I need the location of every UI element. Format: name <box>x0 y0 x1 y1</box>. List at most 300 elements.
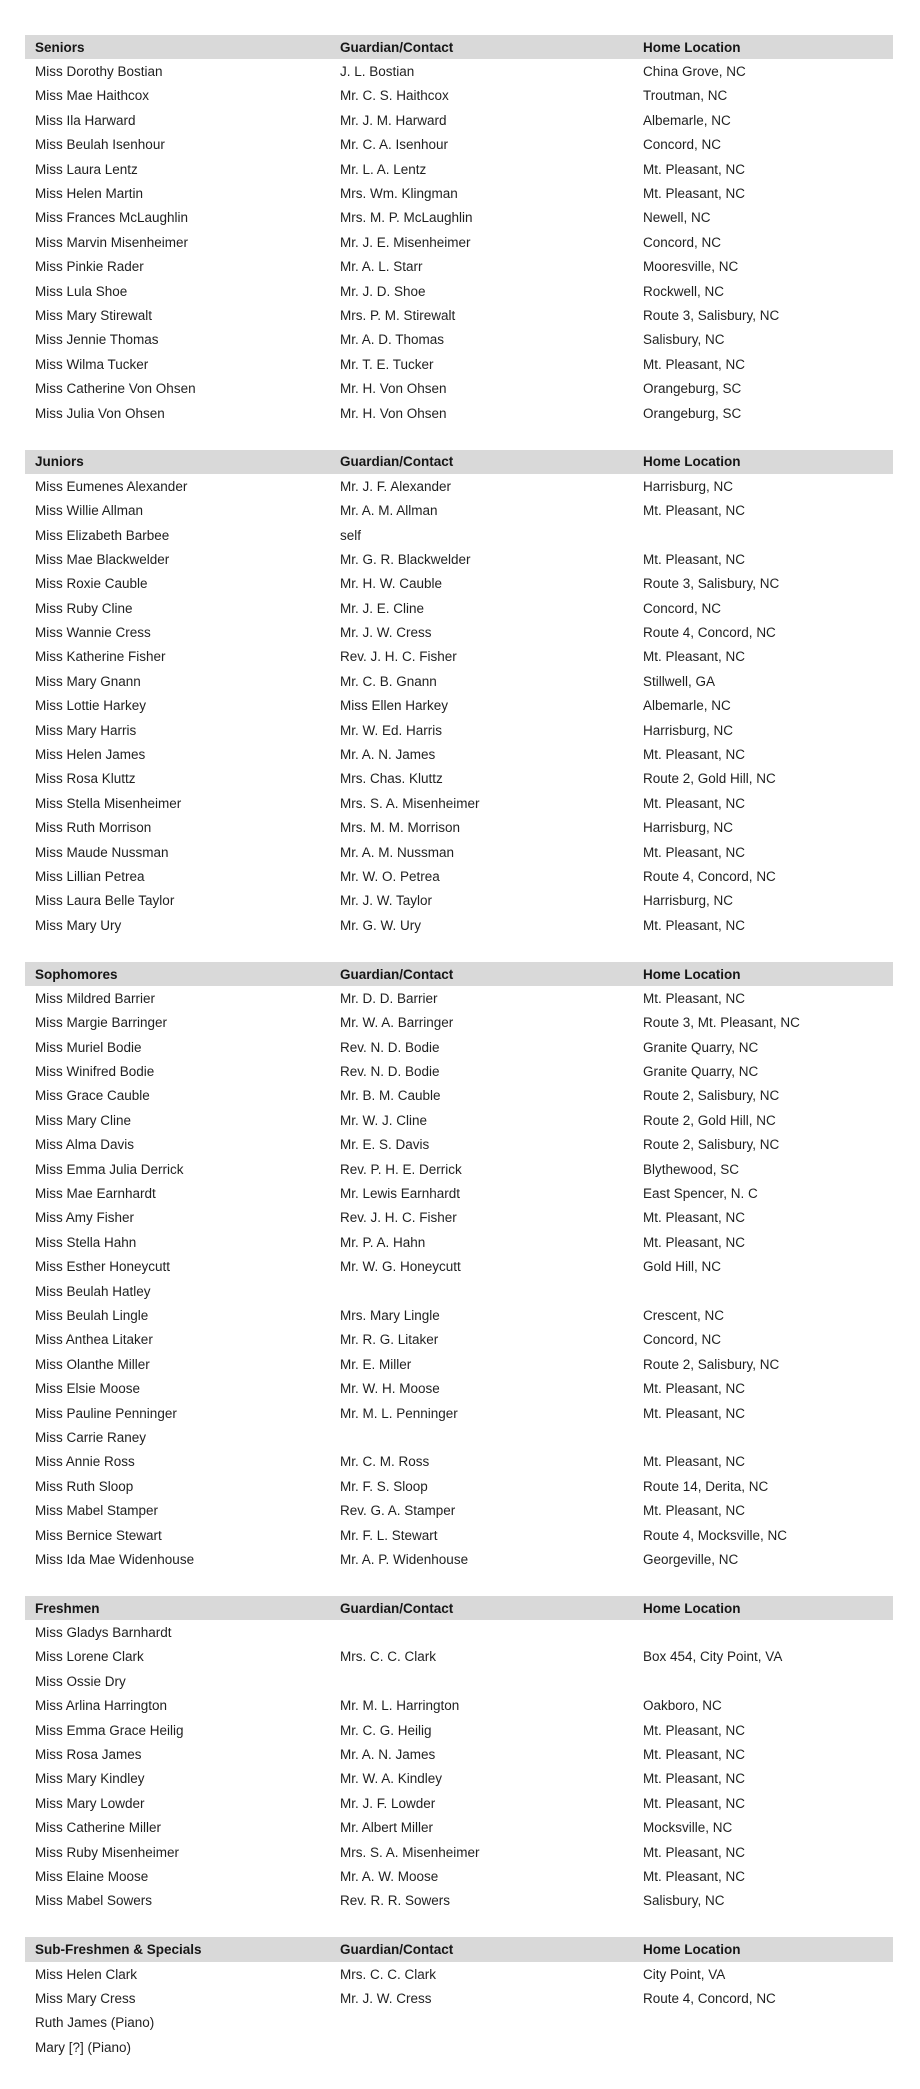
guardian-cell: Mrs. M. P. McLaughlin <box>340 210 473 226</box>
student-name-cell: Miss Bernice Stewart <box>35 1527 162 1543</box>
home-location-cell: Granite Quarry, NC <box>643 1039 759 1055</box>
student-name-cell: Miss Grace Cauble <box>35 1088 150 1104</box>
table-row <box>25 1206 893 1230</box>
student-name-cell: Miss Mary Cline <box>35 1112 132 1128</box>
student-name-cell: Miss Lorene Clark <box>35 1649 144 1665</box>
table-row <box>25 1669 893 1693</box>
table-row <box>25 1376 893 1400</box>
table-row <box>25 1255 893 1279</box>
home-location-cell: Route 2, Salisbury, NC <box>643 1356 780 1372</box>
student-name-cell: Miss Maude Nussman <box>35 844 169 860</box>
table-row <box>25 2011 893 2035</box>
student-name-cell: Miss Lottie Harkey <box>35 698 147 714</box>
home-location-cell: Mt. Pleasant, NC <box>643 1868 746 1884</box>
student-name-cell: Miss Laura Belle Taylor <box>35 893 175 909</box>
student-name-cell: Miss Emma Grace Heilig <box>35 1722 184 1738</box>
student-name-cell: Miss Mae Blackwelder <box>35 551 170 567</box>
guardian-cell: Mr. F. S. Sloop <box>340 1478 428 1494</box>
home-location-cell: Mt. Pleasant, NC <box>643 1722 746 1738</box>
table-row <box>25 669 893 693</box>
table-row <box>25 1474 893 1498</box>
guardian-cell: Mr. J. D. Shoe <box>340 283 426 299</box>
student-name-cell: Miss Catherine Miller <box>35 1820 162 1836</box>
home-location-cell: Orangeburg, SC <box>643 405 742 421</box>
guardian-cell: Mr. L. A. Lentz <box>340 161 427 177</box>
home-location-column-header: Home Location <box>643 1942 741 1958</box>
home-location-cell: Route 3, Salisbury, NC <box>643 576 780 592</box>
section-title: Sub-Freshmen & Specials <box>35 1942 202 1958</box>
home-location-cell: Harrisburg, NC <box>643 820 734 836</box>
class-section <box>25 1596 893 1913</box>
student-name-cell: Miss Ruby Misenheimer <box>35 1844 180 1860</box>
student-name-cell: Miss Anthea Litaker <box>35 1332 153 1348</box>
student-name-cell: Miss Pauline Penninger <box>35 1405 177 1421</box>
student-name-cell: Miss Frances McLaughlin <box>35 210 189 226</box>
table-row <box>25 157 893 181</box>
student-name-cell: Miss Mabel Stamper <box>35 1503 159 1519</box>
home-location-cell: City Point, VA <box>643 1966 726 1982</box>
student-name-cell: Miss Roxie Cauble <box>35 576 148 592</box>
section-header <box>25 450 893 474</box>
home-location-cell: Mt. Pleasant, NC <box>643 795 746 811</box>
home-location-cell: Mooresville, NC <box>643 259 739 275</box>
home-location-cell: Mt. Pleasant, NC <box>643 844 746 860</box>
table-row <box>25 620 893 644</box>
guardian-column-header: Guardian/Contact <box>340 39 454 55</box>
home-location-cell: Mt. Pleasant, NC <box>643 186 746 202</box>
student-name-cell: Miss Beulah Isenhour <box>35 137 165 153</box>
guardian-cell: Mr. R. G. Litaker <box>340 1332 439 1348</box>
student-name-cell: Mary [?] (Piano) <box>35 2039 132 2055</box>
table-row <box>25 840 893 864</box>
table-row <box>25 1303 893 1327</box>
home-location-cell: Oakboro, NC <box>643 1698 722 1714</box>
student-name-cell: Miss Helen Martin <box>35 186 144 202</box>
student-name-cell: Miss Eumenes Alexander <box>35 478 188 494</box>
guardian-cell: Mr. M. L. Penninger <box>340 1405 458 1421</box>
table-row <box>25 913 893 937</box>
student-name-cell: Miss Alma Davis <box>35 1137 135 1153</box>
table-row <box>25 1962 893 1986</box>
home-location-cell: Albemarle, NC <box>643 698 731 714</box>
guardian-cell: Mr. W. O. Petrea <box>340 868 440 884</box>
student-name-cell: Miss Gladys Barnhardt <box>35 1625 172 1641</box>
student-name-cell: Miss Catherine Von Ohsen <box>35 381 196 397</box>
section-rows <box>25 474 893 937</box>
home-location-cell: Mt. Pleasant, NC <box>643 161 746 177</box>
student-name-cell: Miss Ila Harward <box>35 112 136 128</box>
table-row <box>25 498 893 522</box>
home-location-cell: Route 2, Gold Hill, NC <box>643 771 776 787</box>
table-row <box>25 986 893 1010</box>
guardian-cell: Mr. W. Ed. Harris <box>340 722 443 738</box>
table-row <box>25 523 893 547</box>
home-location-column-header: Home Location <box>643 1600 741 1616</box>
guardian-cell: J. L. Bostian <box>340 64 415 80</box>
table-row <box>25 59 893 83</box>
home-location-cell: Salisbury, NC <box>643 332 725 348</box>
home-location-cell: Mt. Pleasant, NC <box>643 1747 746 1763</box>
guardian-cell: Mr. C. B. Gnann <box>340 673 437 689</box>
guardian-cell: Mr. A. M. Nussman <box>340 844 455 860</box>
guardian-cell: Mr. G. R. Blackwelder <box>340 551 471 567</box>
table-row <box>25 1230 893 1254</box>
student-name-cell: Miss Mary Gnann <box>35 673 141 689</box>
guardian-cell: Mrs. Chas. Kluttz <box>340 771 443 787</box>
home-location-cell: Mt. Pleasant, NC <box>643 1381 746 1397</box>
guardian-cell: Mrs. S. A. Misenheimer <box>340 1844 480 1860</box>
guardian-cell: Mr. A. M. Allman <box>340 503 438 519</box>
guardian-cell: Mr. D. D. Barrier <box>340 990 438 1006</box>
table-row <box>25 694 893 718</box>
table-row <box>25 181 893 205</box>
table-row <box>25 1059 893 1083</box>
guardian-cell: Mr. W. G. Honeycutt <box>340 1259 461 1275</box>
table-row <box>25 1547 893 1571</box>
table-row <box>25 1864 893 1888</box>
table-row <box>25 1108 893 1132</box>
home-location-cell: Mt. Pleasant, NC <box>643 1795 746 1811</box>
table-row <box>25 791 893 815</box>
table-row <box>25 108 893 132</box>
home-location-cell: Mt. Pleasant, NC <box>643 1210 746 1226</box>
student-name-cell: Miss Mary Kindley <box>35 1771 145 1787</box>
table-row <box>25 1645 893 1669</box>
table-row <box>25 1279 893 1303</box>
table-row <box>25 547 893 571</box>
table-row <box>25 1694 893 1718</box>
table-row <box>25 1718 893 1742</box>
guardian-cell: Mr. A. N. James <box>340 1747 436 1763</box>
class-section <box>25 35 893 425</box>
guardian-cell: Mr. A. N. James <box>340 747 436 763</box>
student-name-cell: Miss Rosa Kluttz <box>35 771 136 787</box>
guardian-cell: Mr. Albert Miller <box>340 1820 434 1836</box>
student-name-cell: Miss Muriel Bodie <box>35 1039 142 1055</box>
home-location-cell: Mt. Pleasant, NC <box>643 1503 746 1519</box>
table-row <box>25 645 893 669</box>
home-location-column-header: Home Location <box>643 454 741 470</box>
table-row <box>25 1767 893 1791</box>
table-row <box>25 1742 893 1766</box>
home-location-cell: Concord, NC <box>643 600 722 616</box>
guardian-cell: Mrs. S. A. Misenheimer <box>340 795 480 811</box>
guardian-cell: Mr. W. A. Barringer <box>340 1015 454 1031</box>
roster-document <box>25 35 893 2084</box>
guardian-cell: Mr. J. M. Harward <box>340 112 447 128</box>
table-row <box>25 1986 893 2010</box>
guardian-column-header: Guardian/Contact <box>340 1942 454 1958</box>
table-row <box>25 596 893 620</box>
home-location-cell: Mt. Pleasant, NC <box>643 747 746 763</box>
table-row <box>25 376 893 400</box>
section-rows <box>25 1620 893 1913</box>
section-title: Sophomores <box>35 966 118 982</box>
guardian-cell: Mr. P. A. Hahn <box>340 1234 426 1250</box>
table-row <box>25 1450 893 1474</box>
home-location-cell: Mt. Pleasant, NC <box>643 917 746 933</box>
home-location-cell: Albemarle, NC <box>643 112 731 128</box>
home-location-cell: Mt. Pleasant, NC <box>643 1771 746 1787</box>
table-row <box>25 767 893 791</box>
student-name-cell: Miss Rosa James <box>35 1747 142 1763</box>
home-location-cell: Mt. Pleasant, NC <box>643 1454 746 1470</box>
table-row <box>25 1498 893 1522</box>
class-section <box>25 450 893 938</box>
student-name-cell: Miss Laura Lentz <box>35 161 138 177</box>
student-name-cell: Miss Amy Fisher <box>35 1210 135 1226</box>
table-row <box>25 1791 893 1815</box>
home-location-cell: Mt. Pleasant, NC <box>643 551 746 567</box>
table-row <box>25 133 893 157</box>
guardian-cell: self <box>340 527 362 543</box>
guardian-cell: Mr. H. Von Ohsen <box>340 381 447 397</box>
table-row <box>25 889 893 913</box>
guardian-cell: Mrs. C. C. Clark <box>340 1966 436 1982</box>
home-location-cell: Concord, NC <box>643 1332 722 1348</box>
table-row <box>25 1401 893 1425</box>
student-name-cell: Miss Helen James <box>35 747 146 763</box>
student-name-cell: Miss Wannie Cress <box>35 625 151 641</box>
guardian-cell: Mrs. Mary Lingle <box>340 1308 440 1323</box>
home-location-cell: Route 3, Salisbury, NC <box>643 307 780 323</box>
table-row <box>25 1181 893 1205</box>
guardian-cell: Mrs. M. M. Morrison <box>340 820 460 836</box>
home-location-cell: Mt. Pleasant, NC <box>643 990 746 1006</box>
home-location-cell: Concord, NC <box>643 234 722 250</box>
home-location-cell: Salisbury, NC <box>643 1893 725 1909</box>
student-name-cell: Miss Margie Barringer <box>35 1015 168 1031</box>
guardian-cell: Mr. Lewis Earnhardt <box>340 1186 461 1202</box>
section-header <box>25 1596 893 1620</box>
student-name-cell: Miss Julia Von Ohsen <box>35 405 165 421</box>
home-location-cell: Concord, NC <box>643 137 722 153</box>
table-row <box>25 303 893 327</box>
home-location-cell: Georgeville, NC <box>643 1551 739 1567</box>
guardian-cell: Rev. J. H. C. Fisher <box>340 649 457 665</box>
student-name-cell: Miss Beulah Lingle <box>35 1308 149 1323</box>
home-location-cell: Route 14, Derita, NC <box>643 1478 769 1494</box>
student-name-cell: Miss Helen Clark <box>35 1966 138 1982</box>
guardian-cell: Mr. C. S. Haithcox <box>340 88 449 104</box>
guardian-cell: Rev. R. R. Sowers <box>340 1893 451 1909</box>
table-row <box>25 328 893 352</box>
student-name-cell: Miss Elaine Moose <box>35 1868 149 1884</box>
guardian-column-header: Guardian/Contact <box>340 966 454 982</box>
student-name-cell: Ruth James (Piano) <box>35 2015 155 2031</box>
guardian-cell: Mr. J. E. Cline <box>340 600 425 616</box>
table-row <box>25 279 893 303</box>
section-rows <box>25 986 893 1571</box>
home-location-cell: Mt. Pleasant, NC <box>643 503 746 519</box>
table-row <box>25 1816 893 1840</box>
guardian-cell: Mr. H. W. Cauble <box>340 576 443 592</box>
home-location-cell: Mt. Pleasant, NC <box>643 1844 746 1860</box>
guardian-cell: Mr. M. L. Harrington <box>340 1698 460 1714</box>
student-name-cell: Miss Ida Mae Widenhouse <box>35 1551 195 1567</box>
home-location-cell: Rockwell, NC <box>643 283 725 299</box>
table-row <box>25 352 893 376</box>
student-name-cell: Miss Mabel Sowers <box>35 1893 153 1909</box>
home-location-cell: Mt. Pleasant, NC <box>643 1405 746 1421</box>
home-location-cell: China Grove, NC <box>643 64 746 80</box>
student-name-cell: Miss Ruth Morrison <box>35 820 152 836</box>
home-location-cell: Newell, NC <box>643 210 711 226</box>
guardian-cell: Mr. C. G. Heilig <box>340 1722 432 1738</box>
section-header <box>25 35 893 59</box>
guardian-cell: Mr. H. Von Ohsen <box>340 405 447 421</box>
table-row <box>25 1157 893 1181</box>
home-location-cell: Crescent, NC <box>643 1308 725 1323</box>
student-name-cell: Miss Katherine Fisher <box>35 649 166 665</box>
table-row <box>25 1523 893 1547</box>
home-location-column-header: Home Location <box>643 39 741 55</box>
table-row <box>25 230 893 254</box>
table-row <box>25 816 893 840</box>
section-title: Freshmen <box>35 1600 100 1616</box>
student-name-cell: Miss Marvin Misenheimer <box>35 234 189 250</box>
home-location-cell: Route 4, Concord, NC <box>643 1990 776 2006</box>
guardian-cell: Mr. T. E. Tucker <box>340 356 434 372</box>
table-row <box>25 1425 893 1449</box>
guardian-cell: Mr. J. W. Taylor <box>340 893 433 909</box>
section-title: Seniors <box>35 39 85 55</box>
student-name-cell: Miss Olanthe Miller <box>35 1356 150 1372</box>
student-name-cell: Miss Elizabeth Barbee <box>35 527 170 543</box>
guardian-cell: Mr. A. D. Thomas <box>340 332 445 348</box>
student-name-cell: Miss Beulah Hatley <box>35 1283 151 1299</box>
class-section <box>25 1937 893 2059</box>
table-row <box>25 401 893 425</box>
guardian-cell: Mr. J. F. Lowder <box>340 1795 436 1811</box>
guardian-cell: Mr. J. W. Cress <box>340 625 432 641</box>
guardian-cell: Mr. W. J. Cline <box>340 1112 428 1128</box>
student-name-cell: Miss Lula Shoe <box>35 283 128 299</box>
guardian-cell: Mr. C. M. Ross <box>340 1454 430 1470</box>
home-location-cell: East Spencer, N. C <box>643 1186 758 1202</box>
section-header <box>25 1937 893 1961</box>
student-name-cell: Miss Emma Julia Derrick <box>35 1161 184 1177</box>
guardian-cell: Mr. W. A. Kindley <box>340 1771 443 1787</box>
home-location-cell: Route 4, Mocksville, NC <box>643 1527 788 1543</box>
home-location-cell: Gold Hill, NC <box>643 1259 722 1275</box>
home-location-cell: Granite Quarry, NC <box>643 1064 759 1080</box>
table-row <box>25 1133 893 1157</box>
student-name-cell: Miss Carrie Raney <box>35 1429 147 1445</box>
table-row <box>25 1035 893 1059</box>
home-location-cell: Mocksville, NC <box>643 1820 733 1836</box>
student-name-cell: Miss Wilma Tucker <box>35 356 149 372</box>
guardian-cell: Rev. N. D. Bodie <box>340 1064 440 1080</box>
table-row <box>25 1084 893 1108</box>
home-location-cell: Orangeburg, SC <box>643 381 742 397</box>
guardian-cell: Mr. W. H. Moose <box>340 1381 440 1397</box>
guardian-cell: Rev. J. H. C. Fisher <box>340 1210 457 1226</box>
student-name-cell: Miss Mary Ury <box>35 917 122 933</box>
guardian-cell: Mr. J. W. Cress <box>340 1990 432 2006</box>
student-name-cell: Miss Willie Allman <box>35 503 144 519</box>
section-rows <box>25 1962 893 2060</box>
guardian-cell: Mrs. C. C. Clark <box>340 1649 436 1665</box>
home-location-cell: Harrisburg, NC <box>643 722 734 738</box>
guardian-cell: Rev. N. D. Bodie <box>340 1039 440 1055</box>
student-name-cell: Miss Mae Earnhardt <box>35 1186 156 1202</box>
student-name-cell: Miss Mary Cress <box>35 1990 136 2006</box>
student-name-cell: Miss Winifred Bodie <box>35 1064 155 1080</box>
table-row <box>25 1352 893 1376</box>
home-location-cell: Harrisburg, NC <box>643 893 734 909</box>
guardian-cell: Mr. A. L. Starr <box>340 259 423 275</box>
table-row <box>25 206 893 230</box>
guardian-cell: Mr. G. W. Ury <box>340 917 421 933</box>
student-name-cell: Miss Mary Lowder <box>35 1795 145 1811</box>
guardian-cell: Mr. J. E. Misenheimer <box>340 234 471 250</box>
table-row <box>25 1328 893 1352</box>
student-name-cell: Miss Mae Haithcox <box>35 88 150 104</box>
table-row <box>25 864 893 888</box>
guardian-cell: Mr. E. Miller <box>340 1356 412 1372</box>
section-rows <box>25 59 893 425</box>
table-row <box>25 255 893 279</box>
table-row <box>25 84 893 108</box>
student-name-cell: Miss Annie Ross <box>35 1454 135 1470</box>
table-row <box>25 474 893 498</box>
home-location-cell: Box 454, City Point, VA <box>643 1649 783 1665</box>
home-location-cell: Route 4, Concord, NC <box>643 625 776 641</box>
home-location-cell: Route 2, Salisbury, NC <box>643 1088 780 1104</box>
student-name-cell: Miss Elsie Moose <box>35 1381 141 1397</box>
guardian-cell: Miss Ellen Harkey <box>340 698 449 714</box>
guardian-cell: Mr. A. P. Widenhouse <box>340 1551 469 1567</box>
table-row <box>25 1889 893 1913</box>
guardian-cell: Mr. E. S. Davis <box>340 1137 430 1153</box>
student-name-cell: Miss Dorothy Bostian <box>35 64 163 80</box>
guardian-column-header: Guardian/Contact <box>340 454 454 470</box>
guardian-cell: Mr. C. A. Isenhour <box>340 137 449 153</box>
student-name-cell: Miss Jennie Thomas <box>35 332 159 348</box>
student-name-cell: Miss Stella Hahn <box>35 1234 137 1250</box>
student-name-cell: Miss Ossie Dry <box>35 1673 126 1689</box>
home-location-cell: Route 3, Mt. Pleasant, NC <box>643 1015 800 1031</box>
table-row <box>25 742 893 766</box>
home-location-cell: Mt. Pleasant, NC <box>643 356 746 372</box>
guardian-cell: Mr. B. M. Cauble <box>340 1088 441 1104</box>
home-location-cell: Mt. Pleasant, NC <box>643 1234 746 1250</box>
student-name-cell: Miss Stella Misenheimer <box>35 795 182 811</box>
guardian-cell: Mr. F. L. Stewart <box>340 1527 438 1543</box>
guardian-cell: Mrs. P. M. Stirewalt <box>340 307 456 323</box>
table-row <box>25 1011 893 1035</box>
home-location-cell: Route 2, Salisbury, NC <box>643 1137 780 1153</box>
student-name-cell: Miss Esther Honeycutt <box>35 1259 171 1275</box>
student-name-cell: Miss Arlina Harrington <box>35 1698 168 1714</box>
home-location-cell: Troutman, NC <box>643 88 728 104</box>
home-location-cell: Blythewood, SC <box>643 1161 740 1177</box>
student-name-cell: Miss Mary Stirewalt <box>35 307 153 323</box>
section-title: Juniors <box>35 454 84 470</box>
home-location-cell: Harrisburg, NC <box>643 478 734 494</box>
home-location-cell: Stillwell, GA <box>643 673 716 689</box>
section-header <box>25 962 893 986</box>
home-location-column-header: Home Location <box>643 966 741 982</box>
student-name-cell: Miss Ruth Sloop <box>35 1478 134 1494</box>
table-row <box>25 572 893 596</box>
guardian-cell: Rev. G. A. Stamper <box>340 1503 456 1519</box>
home-location-cell: Route 2, Gold Hill, NC <box>643 1112 776 1128</box>
student-name-cell: Miss Mildred Barrier <box>35 990 156 1006</box>
student-name-cell: Miss Lillian Petrea <box>35 868 145 884</box>
table-row <box>25 1620 893 1644</box>
